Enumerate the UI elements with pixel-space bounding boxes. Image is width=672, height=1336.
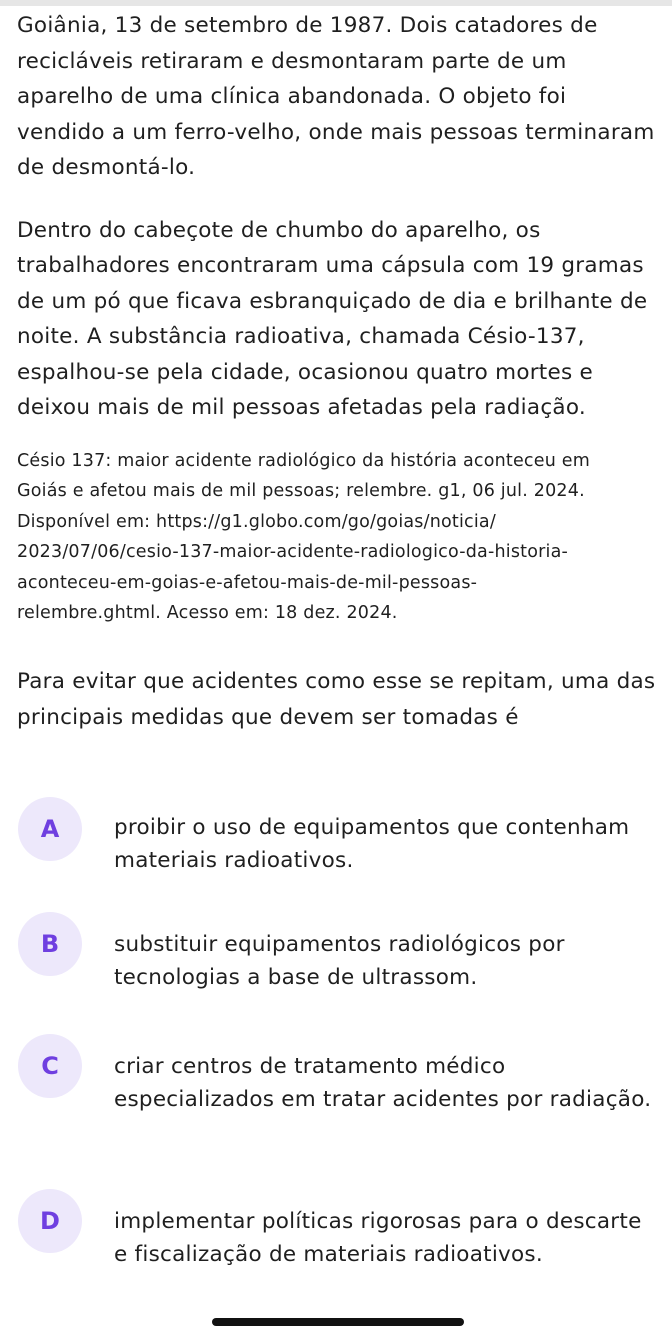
- source-line-1: Césio 137: maior acidente radiológico da história aconteceu em: [17, 450, 590, 471]
- question-content: [17, 8, 657, 735]
- option-d-text[interactable]: implementar políticas rigorosas para o descarte e fiscalização de materiais radioativos.: [114, 1209, 642, 1267]
- source-line-3: Disponível em: https://g1.globo.com/go/goias/noticia/: [17, 511, 496, 532]
- source-line-4: 2023/07/06/cesio-137-maior-acidente-radiologico-da-historia-: [17, 542, 569, 563]
- option-b-badge[interactable]: B: [18, 912, 82, 976]
- passage-paragraph-1: Goiânia, 13 de setembro de 1987. Dois catadores de recicláveis retiraram e desmontaram parte de um aparelho de uma clínica abandonada. O objeto foi vendido a um ferro-velho, onde mais pessoas terminaram de desmontá-lo.: [17, 13, 655, 180]
- option-a-text[interactable]: proibir o uso de equipamentos que contenham materiais radioativos.: [114, 815, 630, 873]
- source-line-2: Goiás e afetou mais de mil pessoas; relembre. g1, 06 jul. 2024.: [17, 481, 585, 502]
- question-prompt: Para evitar que acidentes como esse se repitam, uma das principais medidas que devem ser tomadas é: [17, 669, 656, 730]
- source-citation: [17, 446, 657, 630]
- source-line-5: aconteceu-em-goias-e-afetou-mais-de-mil-pessoas-: [17, 572, 478, 593]
- option-c-text[interactable]: criar centros de tratamento médico especializados em tratar acidentes por radiação.: [114, 1054, 652, 1112]
- option-d-badge[interactable]: D: [18, 1189, 82, 1253]
- source-line-6: relembre.ghtml. Acesso em: 18 dez. 2024.: [17, 603, 398, 624]
- option-c-badge[interactable]: C: [18, 1034, 82, 1098]
- option-b-text[interactable]: substituir equipamentos radiológicos por tecnologias a base de ultrassom.: [114, 932, 565, 990]
- top-edge-bar: [0, 0, 672, 6]
- passage-paragraph-2: Dentro do cabeçote de chumbo do aparelho, os trabalhadores encontraram uma cápsula com 19 gramas de um pó que ficava esbranquiçado de dia e brilhante de noite. A substância radioativa, chamada Césio-137, espalhou-se pela cidade, ocasionou quatro mortes e deixou mais de mil pessoas afetadas pela radiação.: [17, 217, 648, 420]
- option-a-badge[interactable]: A: [18, 797, 82, 861]
- home-indicator[interactable]: [212, 1318, 464, 1326]
